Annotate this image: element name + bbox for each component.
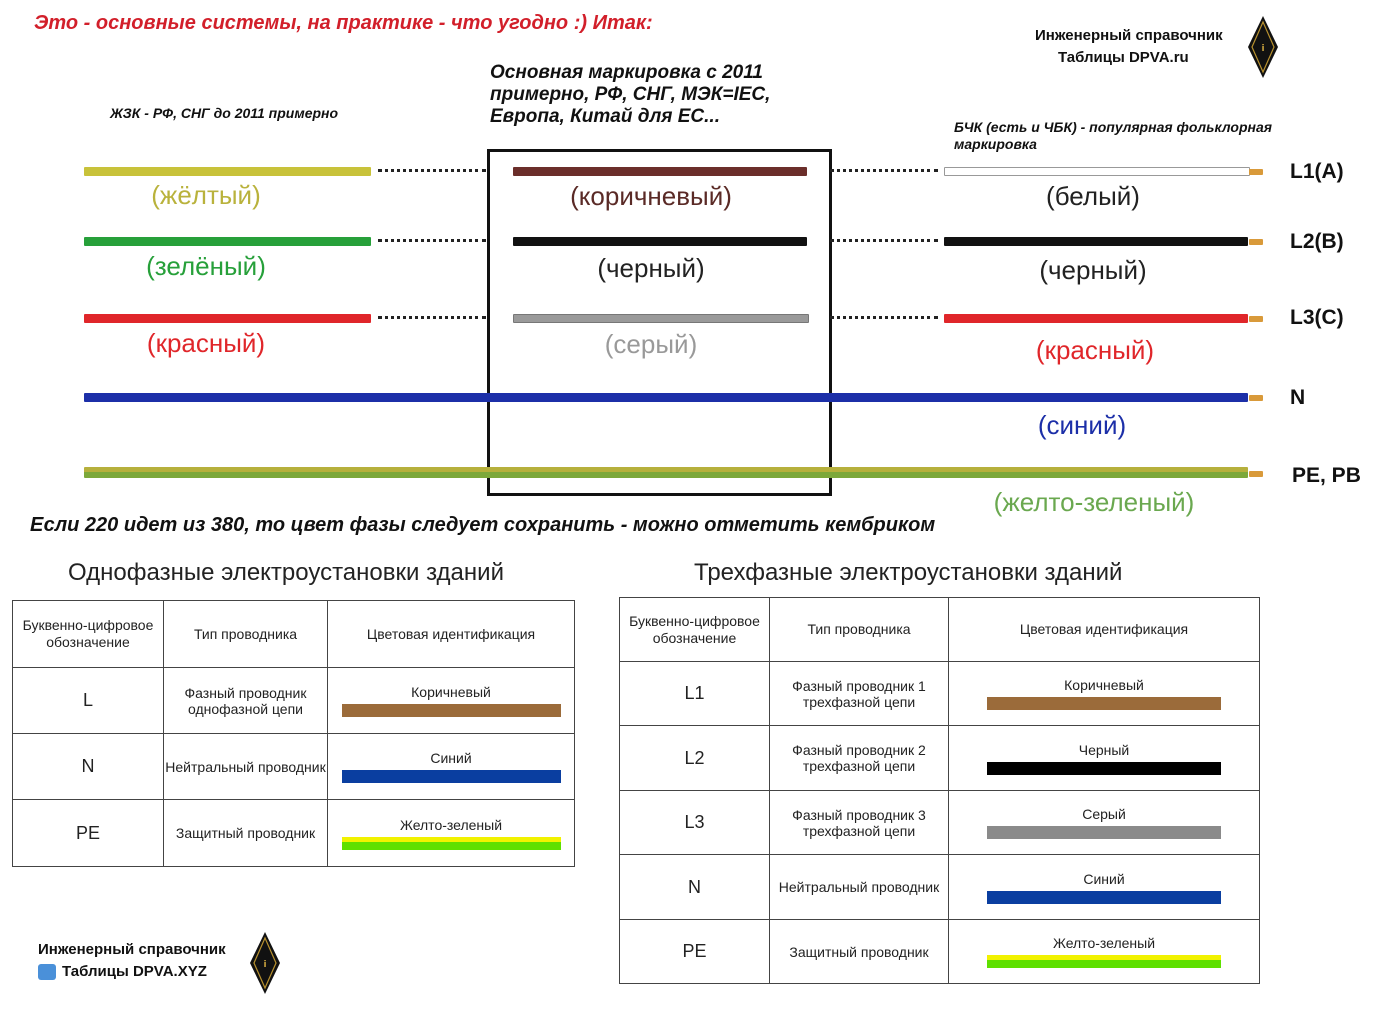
wire-l2-middle bbox=[513, 237, 807, 246]
wire-l3-dots-right bbox=[830, 316, 938, 322]
wire-l1-right bbox=[944, 167, 1250, 176]
table-row bbox=[620, 855, 1260, 920]
color-name: Желто-зеленый bbox=[399, 816, 503, 833]
table-row bbox=[620, 662, 1260, 726]
page-title: Это - основные системы, на практике - что угодно :) Итак: bbox=[34, 12, 653, 34]
dpva-diamond-logo-icon bbox=[1248, 16, 1278, 78]
label-l2-middle: (черный) bbox=[597, 253, 705, 283]
tag-pe: PE, PB bbox=[1292, 464, 1361, 487]
label-l3-right: (красный) bbox=[1035, 335, 1155, 365]
three-code-l2: L2 bbox=[620, 726, 770, 791]
three-type-l3: Фазный проводник 3 трехфазной цепи bbox=[770, 791, 949, 855]
three-header-code: Буквенно-цифровое обозначение bbox=[620, 598, 770, 662]
color-name: Черный bbox=[1078, 741, 1130, 758]
reference-bottom bbox=[38, 939, 226, 983]
three-type-n: Нейтральный проводник bbox=[770, 855, 949, 920]
single-type-pe: Защитный проводник bbox=[164, 800, 328, 867]
wire-l2-left bbox=[84, 237, 371, 246]
color-swatch-blue bbox=[987, 891, 1221, 904]
table-row bbox=[620, 791, 1260, 855]
dpva-diamond-logo-icon bbox=[250, 932, 280, 994]
wire-l3-right bbox=[944, 314, 1248, 323]
label-l2-left: (зелёный) bbox=[146, 251, 266, 281]
label-l1-middle: (коричневый) bbox=[570, 181, 732, 211]
three-code-n: N bbox=[620, 855, 770, 920]
phase-color-note: Если 220 идет из 380, то цвет фазы следует сохранить - можно отметить кембриком bbox=[30, 514, 936, 536]
table-row bbox=[620, 920, 1260, 984]
color-name: Синий bbox=[430, 750, 472, 766]
reference-top-line1: Инженерный справочник bbox=[1035, 27, 1223, 44]
three-color-l1 bbox=[949, 662, 1260, 726]
wire-l2-dots-left bbox=[378, 239, 486, 245]
svg-text:i: i bbox=[1261, 44, 1265, 54]
tag-l1: L1(A) bbox=[1290, 160, 1344, 183]
color-name: Коричневый bbox=[411, 684, 491, 700]
single-type-n: Нейтральный проводник bbox=[164, 734, 328, 800]
three-code-pe: PE bbox=[620, 920, 770, 984]
single-color-pe bbox=[328, 800, 575, 867]
tag-n: N bbox=[1290, 386, 1306, 409]
single-type-l: Фазный проводник однофазной цепи bbox=[164, 668, 328, 734]
wire-l3-dots-left bbox=[378, 316, 486, 322]
wire-l2-dots-right bbox=[830, 239, 938, 245]
svg-text:i: i bbox=[263, 960, 267, 970]
single-phase-table bbox=[12, 600, 575, 867]
three-code-l3: L3 bbox=[620, 791, 770, 855]
caption-right-system: БЧК (есть и ЧБК) - популярная фольклорная маркировка bbox=[954, 119, 1273, 152]
three-type-l2: Фазный проводник 2 трехфазной цепи bbox=[770, 726, 949, 791]
color-swatch-brown bbox=[342, 704, 561, 717]
label-l3-left: (красный) bbox=[146, 328, 266, 358]
color-swatch-gray bbox=[987, 826, 1221, 839]
single-header-code: Буквенно-цифровое обозначение bbox=[13, 601, 164, 668]
wire-n-copper-tip bbox=[1249, 395, 1263, 401]
tag-l3: L3(C) bbox=[1290, 306, 1344, 329]
un-globe-icon bbox=[38, 964, 56, 980]
label-l1-left: (жёлтый) bbox=[151, 180, 261, 210]
three-type-pe: Защитный проводник bbox=[770, 920, 949, 984]
caption-left-system: ЖЗК - РФ, СНГ до 2011 примерно bbox=[110, 105, 339, 121]
wire-n bbox=[84, 393, 1248, 402]
tag-l2: L2(B) bbox=[1290, 230, 1344, 253]
single-code-n: N bbox=[13, 734, 164, 800]
three-color-n bbox=[949, 855, 1260, 920]
color-name: Серый bbox=[1082, 806, 1126, 822]
color-name: Желто-зеленый bbox=[1052, 935, 1156, 951]
wire-l3-left bbox=[84, 314, 371, 323]
color-swatch-yellow-green bbox=[342, 837, 561, 850]
three-color-l3 bbox=[949, 791, 1260, 855]
color-name: Синий bbox=[1083, 870, 1125, 887]
wire-l1-dots-right bbox=[830, 169, 938, 175]
three-color-pe bbox=[949, 920, 1260, 984]
reference-bottom-line2: Таблицы DPVA.XYZ bbox=[62, 963, 207, 980]
reference-bottom-line1: Инженерный справочник bbox=[38, 941, 226, 958]
three-header-color: Цветовая идентификация bbox=[949, 598, 1260, 662]
wire-pe-copper-tip bbox=[1249, 471, 1263, 477]
caption-middle-system: Основная маркировка с 2011 примерно, РФ, СНГ, МЭК=IEC, Европа, Китай для ЕС... bbox=[490, 62, 771, 127]
three-type-l1: Фазный проводник 1 трехфазной цепи bbox=[770, 662, 949, 726]
table-row bbox=[13, 800, 575, 867]
wire-l3-middle bbox=[513, 314, 809, 323]
three-phase-table bbox=[619, 597, 1260, 984]
label-l2-right: (черный) bbox=[1039, 255, 1147, 285]
color-swatch-blue bbox=[342, 770, 561, 783]
single-header-color: Цветовая идентификация bbox=[328, 601, 575, 668]
three-code-l1: L1 bbox=[620, 662, 770, 726]
wire-l2-right bbox=[944, 237, 1248, 246]
table-row bbox=[13, 734, 575, 800]
wire-l2-copper-tip bbox=[1249, 239, 1263, 245]
color-name: Коричневый bbox=[1064, 677, 1144, 693]
wire-l3-copper-tip bbox=[1249, 316, 1263, 322]
color-swatch-black bbox=[987, 762, 1221, 775]
color-swatch-yellow-green bbox=[987, 955, 1221, 968]
single-code-l: L bbox=[13, 668, 164, 734]
single-header-type: Тип проводника bbox=[164, 601, 328, 668]
wire-pe bbox=[84, 467, 1248, 478]
single-color-n bbox=[328, 734, 575, 800]
table-row bbox=[620, 726, 1260, 791]
three-header-type: Тип проводника bbox=[770, 598, 949, 662]
single-code-pe: PE bbox=[13, 800, 164, 867]
reference-top bbox=[1035, 25, 1223, 69]
single-phase-title: Однофазные электроустановки зданий bbox=[68, 559, 504, 586]
wire-l1-middle bbox=[513, 167, 807, 176]
three-phase-title: Трехфазные электроустановки зданий bbox=[694, 559, 1123, 586]
label-l1-right: (белый) bbox=[1046, 181, 1140, 211]
reference-bottom-line2-row bbox=[38, 961, 226, 983]
wire-l1-dots-left bbox=[378, 169, 486, 175]
wire-l1-copper-tip bbox=[1249, 169, 1263, 175]
table-row bbox=[13, 668, 575, 734]
label-n: (синий) bbox=[1037, 410, 1127, 440]
single-color-l bbox=[328, 668, 575, 734]
reference-top-line2: Таблицы DPVA.ru bbox=[1058, 49, 1189, 66]
label-l3-middle: (серый) bbox=[604, 329, 698, 359]
color-swatch-brown bbox=[987, 697, 1221, 710]
wire-l1-left bbox=[84, 167, 371, 176]
three-color-l2 bbox=[949, 726, 1260, 791]
label-pe: (желто-зеленый) bbox=[993, 487, 1195, 517]
